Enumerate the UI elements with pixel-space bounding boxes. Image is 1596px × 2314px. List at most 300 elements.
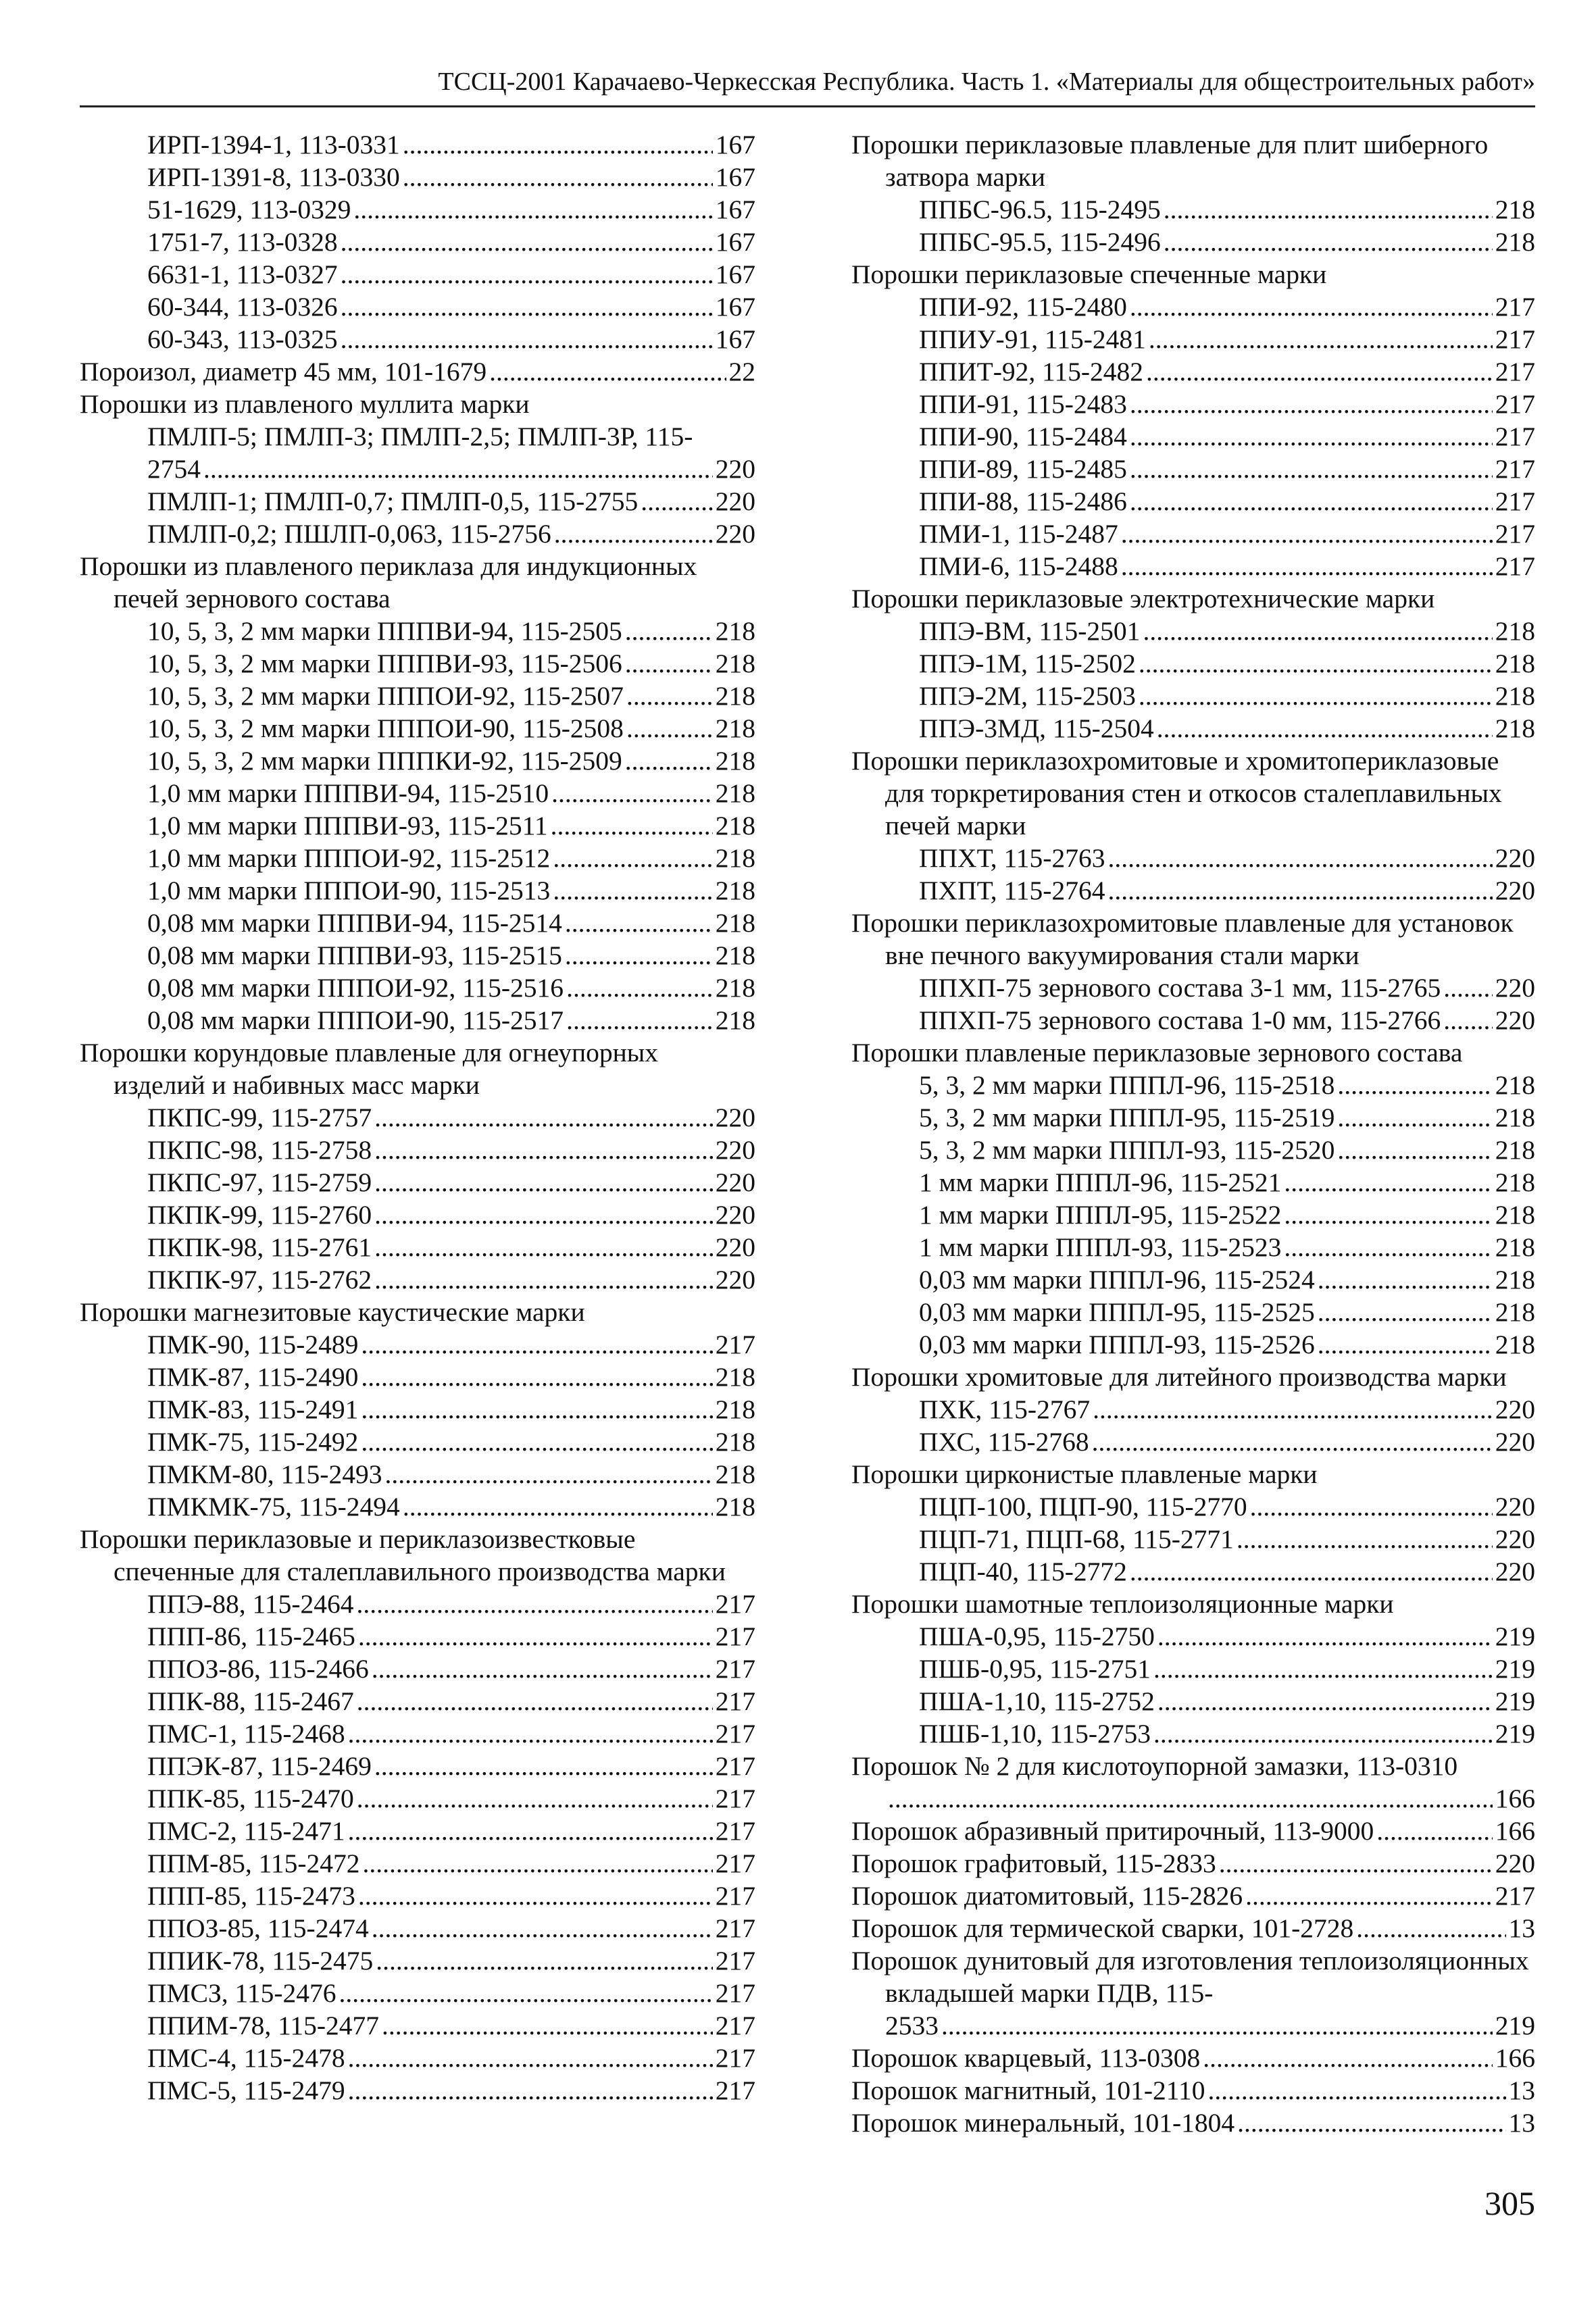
index-entry-text: ПМИ-6, 115-2488 <box>919 551 1118 581</box>
index-entry-text: ППБС-95.5, 115-2496 <box>919 227 1161 257</box>
dot-leader <box>1121 550 1493 582</box>
index-subentry <box>851 193 1535 226</box>
index-subentry <box>80 1101 755 1134</box>
index-page-ref: 217 <box>715 1654 755 1684</box>
index-page-ref: 220 <box>1495 1394 1535 1424</box>
index-heading <box>851 907 1535 972</box>
dot-leader <box>625 615 713 647</box>
index-entry-text: ППК-88, 115-2467 <box>147 1686 354 1716</box>
index-entry-text: 0,08 мм марки ПППВИ-93, 115-2515 <box>147 940 562 970</box>
index-page-ref: 167 <box>715 259 755 289</box>
index-subentry <box>851 355 1535 388</box>
index-entry-text: ППЭ-88, 115-2464 <box>147 1589 354 1619</box>
index-entry-text: ПМИ-1, 115-2487 <box>919 519 1118 549</box>
index-subentry <box>80 1847 755 1880</box>
index-heading-text: Порошки корундовые плавленые для огнеупорных изделий и набивных масс марки <box>80 1038 659 1100</box>
index-subentry <box>851 1620 1535 1653</box>
index-heading <box>851 1458 1535 1490</box>
dot-leader <box>1237 1523 1493 1555</box>
index-entry-text: ППХП-75 зернового состава 1-0 мм, 115-2766 <box>919 1005 1441 1035</box>
index-entry-text: Порошок абразивный притирочный, 113-9000 <box>851 1816 1374 1846</box>
index-entry-text: ПМЛП-1; ПМЛП-0,7; ПМЛП-0,5, 115-2755 <box>147 486 639 516</box>
dot-leader <box>1093 1393 1493 1426</box>
index-entry-text: ППБС-96.5, 115-2495 <box>919 195 1161 224</box>
index-subentry <box>851 1231 1535 1263</box>
index-subentry <box>851 1328 1535 1361</box>
index-entry-text: 5, 3, 2 мм марки ПППЛ-96, 115-2518 <box>919 1070 1335 1100</box>
dot-leader <box>626 680 713 712</box>
index-entry-text: 0,08 мм марки ПППОИ-90, 115-2517 <box>147 1005 564 1035</box>
page-number: 305 <box>1485 2184 1535 2222</box>
index-entry-text: ПЦП-100, ПЦП-90, 115-2770 <box>919 1492 1247 1521</box>
index-heading-text: Порошки периклазовые спеченные марки <box>851 259 1327 289</box>
index-page-ref: 218 <box>715 713 755 743</box>
index-heading <box>851 1588 1535 1620</box>
index-subentry <box>851 842 1535 874</box>
dot-leader <box>625 745 713 777</box>
dot-leader <box>357 1685 713 1717</box>
index-subentry <box>80 1199 755 1231</box>
index-subentry <box>851 1490 1535 1523</box>
index-page-ref: 217 <box>1495 357 1535 386</box>
index-subentry <box>851 1426 1535 1458</box>
index-heading <box>851 1361 1535 1393</box>
index-page-ref: 217 <box>715 1913 755 1943</box>
index-page-ref: 220 <box>715 1232 755 1262</box>
index-subentry <box>851 323 1535 355</box>
index-entry-text: Порошок магнитный, 101-2110 <box>851 2076 1205 2105</box>
index-subentry <box>80 712 755 745</box>
index-page-ref: 217 <box>715 1589 755 1619</box>
dot-leader <box>361 1393 712 1426</box>
index-subentry <box>80 2009 755 2042</box>
dot-leader <box>1219 1847 1493 1880</box>
index-entry-text: ПКПС-97, 115-2759 <box>147 1167 372 1197</box>
dot-leader <box>361 1361 712 1393</box>
index-entry-text: ППИК-78, 115-2475 <box>147 1946 374 1976</box>
index-page-ref: 167 <box>715 195 755 224</box>
dot-leader <box>641 485 713 518</box>
dot-leader <box>403 128 713 161</box>
index-subentry <box>80 1685 755 1717</box>
index-entry-text: ПМС-4, 115-2478 <box>147 2043 345 2073</box>
index-subentry <box>851 453 1535 485</box>
index-heading-text: Порошки из плавленого муллита марки <box>80 389 530 419</box>
index-page-ref: 218 <box>715 1492 755 1521</box>
index-page-ref: 217 <box>1495 519 1535 549</box>
index-subentry <box>80 485 755 518</box>
index-subentry <box>851 1782 1535 1815</box>
index-entry-text: ПМК-83, 115-2491 <box>147 1394 359 1424</box>
index-entry-text: 1,0 мм марки ПППВИ-93, 115-2511 <box>147 811 548 840</box>
index-entry-text: 0,08 мм марки ПППОИ-92, 115-2516 <box>147 973 564 1003</box>
dot-leader <box>1443 972 1493 1004</box>
index-page-ref: 217 <box>715 1848 755 1878</box>
dot-leader <box>403 161 713 193</box>
index-subentry <box>851 1523 1535 1555</box>
index-page-ref: 220 <box>1495 1848 1535 1878</box>
index-entry-text: 0,08 мм марки ПППВИ-94, 115-2514 <box>147 908 562 938</box>
index-page-ref: 167 <box>715 162 755 192</box>
index-entry-text: ИРП-1391-8, 113-0330 <box>147 162 400 192</box>
index-page-ref: 218 <box>715 1394 755 1424</box>
index-page-ref: 218 <box>715 811 755 840</box>
index-page-ref: 218 <box>715 973 755 1003</box>
index-entry-text: ИРП-1394-1, 113-0331 <box>147 130 400 159</box>
index-subentry <box>80 939 755 972</box>
dot-leader <box>1164 193 1493 226</box>
index-entry-text: ПМК-75, 115-2492 <box>147 1427 359 1457</box>
index-entry-text: 10, 5, 3, 2 мм марки ПППКИ-92, 115-2509 <box>147 746 622 776</box>
index-subentry <box>80 1490 755 1523</box>
dot-leader <box>1318 1328 1493 1361</box>
index-page-ref: 220 <box>715 1265 755 1294</box>
index-entry-text: 0,03 мм марки ПППЛ-93, 115-2526 <box>919 1330 1315 1359</box>
index-entry-text: ППК-85, 115-2470 <box>147 1784 354 1813</box>
index-entry-text: ПМС-2, 115-2471 <box>147 1816 345 1846</box>
index-page-ref: 220 <box>1495 1557 1535 1586</box>
index-page-ref: 217 <box>715 2076 755 2105</box>
index-heading-text: Порошки периклазохромитовые и хромитопериклазовые для торкретирования стен и откосов сталеплавильных печей марки <box>851 746 1502 840</box>
index-page-ref: 166 <box>1495 1816 1535 1846</box>
index-page-ref: 218 <box>1495 1297 1535 1327</box>
index-subentry <box>80 1912 755 1944</box>
dot-leader <box>1130 388 1493 420</box>
index-page-ref: 217 <box>715 1686 755 1716</box>
dot-leader <box>374 1101 713 1134</box>
index-page-ref: 219 <box>1495 1719 1535 1749</box>
index-page-ref: 217 <box>715 1946 755 1976</box>
running-header <box>80 65 1535 107</box>
index-page-ref: 217 <box>715 2011 755 2040</box>
dot-leader <box>374 1166 713 1199</box>
dot-leader <box>203 453 713 485</box>
dot-leader <box>1245 1880 1493 1912</box>
index-entry-text: ПМК-87, 115-2490 <box>147 1362 359 1392</box>
dot-leader <box>341 226 713 258</box>
index-entry-text: ППЭ-1М, 115-2502 <box>919 649 1136 678</box>
index-entry-text: ППЭ-3МД, 115-2504 <box>919 713 1154 743</box>
dot-leader <box>1376 1815 1492 1847</box>
index-subentry <box>80 1620 755 1653</box>
index-entry-text: 1,0 мм марки ПППОИ-92, 115-2512 <box>147 843 551 873</box>
index-page-ref: 218 <box>715 1362 755 1392</box>
index-entry-text: ППМ-85, 115-2472 <box>147 1848 360 1878</box>
index-page-ref: 218 <box>1495 616 1535 646</box>
index-page-ref: 218 <box>1495 1070 1535 1100</box>
index-page-ref: 218 <box>715 1005 755 1035</box>
index-subentry <box>80 1426 755 1458</box>
dot-leader <box>382 2009 713 2042</box>
index-page-ref: 217 <box>1495 1881 1535 1911</box>
index-heading <box>851 745 1535 842</box>
index-entry-text: ППИМ-78, 115-2477 <box>147 2011 380 2040</box>
index-entry-text: ПХПТ, 115-2764 <box>919 876 1105 905</box>
index-subentry <box>80 1782 755 1815</box>
index-page-ref: 22 <box>728 357 755 386</box>
index-page-ref: 220 <box>715 519 755 549</box>
index-subentry <box>80 1263 755 1296</box>
index-entry-text: 2533 <box>885 2011 939 2040</box>
dot-leader <box>1153 1717 1493 1750</box>
dot-leader <box>1337 1134 1492 1166</box>
dot-leader <box>1107 874 1492 907</box>
index-page-ref: 217 <box>715 1881 755 1911</box>
index-entry-text: 60-344, 113-0326 <box>147 292 338 322</box>
index-page-ref: 220 <box>1495 1427 1535 1457</box>
index-subentry <box>80 128 755 161</box>
index-subentry <box>80 291 755 323</box>
dot-leader <box>1337 1101 1492 1134</box>
index-subentry <box>851 550 1535 582</box>
index-heading-text: Порошок № 2 для кислотоупорной замазки, 113-0310 <box>851 1751 1458 1781</box>
index-subentry <box>80 1653 755 1685</box>
index-entry-text: 1 мм марки ПППЛ-96, 115-2521 <box>919 1167 1282 1197</box>
index-heading <box>851 128 1535 193</box>
index-entry <box>80 355 755 388</box>
index-subentry <box>851 1101 1535 1134</box>
index-entry-text: ПША-1,10, 115-2752 <box>919 1686 1155 1716</box>
dot-leader <box>1356 1912 1505 1944</box>
index-page-ref: 218 <box>1495 1200 1535 1230</box>
dot-leader <box>374 1750 713 1782</box>
dot-leader <box>348 1815 713 1847</box>
dot-leader <box>1153 1653 1493 1685</box>
dot-leader <box>1208 2074 1506 2107</box>
index-entry-text: 10, 5, 3, 2 мм марки ПППОИ-90, 115-2508 <box>147 713 624 743</box>
dot-leader <box>1139 680 1493 712</box>
dot-leader <box>1284 1199 1492 1231</box>
index-heading <box>80 550 755 615</box>
index-heading <box>851 1036 1535 1069</box>
dot-leader <box>1130 420 1493 453</box>
dot-leader <box>1284 1166 1492 1199</box>
index-subentry <box>851 615 1535 647</box>
index-page-ref: 166 <box>1495 1784 1535 1813</box>
dot-leader <box>566 972 713 1004</box>
index-column-right <box>851 128 1535 2139</box>
index-subentry <box>80 1944 755 1977</box>
index-entry-text: ПМК-90, 115-2489 <box>147 1330 359 1359</box>
index-subentry <box>80 1328 755 1361</box>
index-subentry <box>80 193 755 226</box>
index-page-ref: 218 <box>1495 1330 1535 1359</box>
dot-leader <box>626 712 713 745</box>
index-entry-text: ПМКМ-80, 115-2493 <box>147 1459 382 1489</box>
index-page-ref: 220 <box>715 454 755 484</box>
dot-leader <box>553 842 712 874</box>
index-subentry <box>851 1685 1535 1717</box>
index-page-ref: 218 <box>1495 1232 1535 1262</box>
dot-leader <box>1164 226 1493 258</box>
index-heading-text: Порошки магнезитовые каустические марки <box>80 1297 585 1327</box>
index-page-ref: 218 <box>1495 1103 1535 1132</box>
index-entry-text: ПМСЗ, 115-2476 <box>147 1978 336 2008</box>
index-entry <box>851 1847 1535 1880</box>
index-page-ref: 217 <box>1495 454 1535 484</box>
index-heading <box>80 1296 755 1328</box>
index-subentry <box>80 777 755 809</box>
index-subentry <box>851 1004 1535 1036</box>
dot-leader <box>341 258 713 291</box>
index-subentry <box>851 1263 1535 1296</box>
dot-leader <box>1284 1231 1492 1263</box>
index-entry-text: ППП-85, 115-2473 <box>147 1881 355 1911</box>
dot-leader <box>551 777 713 809</box>
index-subentry <box>80 680 755 712</box>
index-subentry <box>80 972 755 1004</box>
index-subentry <box>851 1166 1535 1199</box>
index-page-ref: 220 <box>1495 1005 1535 1035</box>
index-subentry <box>851 874 1535 907</box>
index-entry-text: Порошок диатомитовый, 115-2826 <box>851 1881 1243 1911</box>
index-subentry <box>851 1199 1535 1231</box>
index-entry-text: Порошок кварцевый, 113-0308 <box>851 2043 1201 2073</box>
index-entry-text: ППИ-90, 115-2484 <box>919 422 1127 451</box>
index-page-ref: 217 <box>1495 324 1535 354</box>
index-heading <box>80 1523 755 1588</box>
index-subentry <box>80 745 755 777</box>
index-entry-text: ПШБ-0,95, 115-2751 <box>919 1654 1151 1684</box>
index-entry <box>851 1912 1535 1944</box>
index-entry <box>851 2042 1535 2074</box>
index-heading-text: Порошки периклазовые и периклазоизвестковые спеченные для сталеплавильного производства марки <box>80 1524 726 1586</box>
index-subentry-line <box>80 420 755 453</box>
dot-leader <box>341 323 713 355</box>
index-entry-text: ППИУ-91, 115-2481 <box>919 324 1146 354</box>
index-subentry <box>80 1815 755 1847</box>
index-entry-text: ПЦП-40, 115-2772 <box>919 1557 1127 1586</box>
index-page-ref: 217 <box>1495 292 1535 322</box>
dot-leader <box>358 1880 713 1912</box>
dot-leader <box>551 809 713 842</box>
index-entry-text: ПКПС-99, 115-2757 <box>147 1103 372 1132</box>
index-heading <box>851 258 1535 291</box>
index-entry-text: ПМС-1, 115-2468 <box>147 1719 345 1749</box>
index-entry-text: 10, 5, 3, 2 мм марки ПППВИ-94, 115-2505 <box>147 616 622 646</box>
index-subentry <box>851 1296 1535 1328</box>
index-subentry <box>80 1166 755 1199</box>
index-page-ref: 219 <box>1495 1654 1535 1684</box>
index-page-ref: 219 <box>1495 2011 1535 2040</box>
index-entry-text: ППЭК-87, 115-2469 <box>147 1751 372 1781</box>
index-page-ref: 218 <box>715 843 755 873</box>
dot-leader <box>374 1199 713 1231</box>
index-subentry <box>80 615 755 647</box>
index-subentry <box>80 2074 755 2107</box>
index-entry-text: 6631-1, 113-0327 <box>147 259 338 289</box>
index-subentry <box>80 1361 755 1393</box>
dot-leader <box>1146 355 1493 388</box>
dot-leader <box>1121 518 1493 550</box>
dot-leader <box>339 1977 712 2009</box>
index-entry-text: ППИТ-92, 115-2482 <box>919 357 1144 386</box>
index-heading-text: Порошки периклазовые электротехнические марки <box>851 584 1435 613</box>
dot-leader <box>1318 1296 1493 1328</box>
index-subentry <box>80 907 755 939</box>
index-heading-text: Порошки хромитовые для литейного производства марки <box>851 1362 1507 1392</box>
index-subentry <box>80 1458 755 1490</box>
dot-leader <box>941 2009 1493 2042</box>
dot-leader <box>554 518 713 550</box>
dot-leader <box>361 1426 712 1458</box>
index-subentry <box>80 161 755 193</box>
index-subentry <box>80 258 755 291</box>
index-subentry <box>80 874 755 907</box>
index-page-ref: 218 <box>715 940 755 970</box>
index-page-ref: 217 <box>715 1719 755 1749</box>
index-entry-text: ПЦП-71, ПЦП-68, 115-2771 <box>919 1524 1234 1554</box>
index-heading <box>851 1750 1535 1782</box>
index-entry-text: ПМС-5, 115-2479 <box>147 2076 345 2105</box>
dot-leader <box>361 1328 712 1361</box>
index-entry-text: 5, 3, 2 мм марки ПППЛ-95, 115-2519 <box>919 1103 1335 1132</box>
index-entry <box>851 1880 1535 1912</box>
index-page-ref: 217 <box>715 2043 755 2073</box>
dot-leader <box>1130 291 1493 323</box>
dot-leader <box>565 907 713 939</box>
index-heading <box>851 1944 1535 2009</box>
index-entry-text: ППХП-75 зернового состава 3-1 мм, 115-2765 <box>919 973 1441 1003</box>
index-page-ref: 13 <box>1508 2108 1535 2138</box>
index-entry-text: ППИ-91, 115-2483 <box>919 389 1127 419</box>
index-entry-text: ППЭ-ВМ, 115-2501 <box>919 616 1141 646</box>
index-subentry <box>80 1977 755 2009</box>
index-subentry <box>80 1880 755 1912</box>
index-page-ref: 218 <box>715 908 755 938</box>
dot-leader <box>888 1782 1493 1815</box>
index-subentry <box>80 1588 755 1620</box>
index-subentry <box>80 453 755 485</box>
index-subentry <box>851 518 1535 550</box>
dot-leader <box>1157 1620 1493 1653</box>
index-entry-text: 1751-7, 113-0328 <box>147 227 338 257</box>
header-title: ТССЦ-2001 Карачаево-Черкесская Республика. Часть 1. «Материалы для общестроительных работ» <box>438 68 1535 96</box>
index-entry-text: ПШБ-1,10, 115-2753 <box>919 1719 1151 1749</box>
index-subentry <box>851 647 1535 680</box>
index-subentry <box>80 323 755 355</box>
index-subentry <box>80 1134 755 1166</box>
index-entry-text: Порошок графитовый, 115-2833 <box>851 1848 1216 1878</box>
index-entry-text: 2754 <box>147 454 201 484</box>
dot-leader <box>1149 323 1493 355</box>
index-heading-text: Порошки цирконистые плавленые марки <box>851 1459 1318 1489</box>
index-subentry <box>80 842 755 874</box>
index-page-ref: 219 <box>1495 1621 1535 1651</box>
dot-leader <box>1237 2107 1505 2139</box>
index-page-ref: 218 <box>715 778 755 808</box>
index-page-ref: 220 <box>715 486 755 516</box>
index-heading-text: Порошки шамотные теплоизоляционные марки <box>851 1589 1394 1619</box>
index-subentry <box>80 2042 755 2074</box>
dot-leader <box>374 1263 713 1296</box>
index-heading <box>80 1036 755 1101</box>
index-heading-text: Порошки плавленые периклазовые зернового состава <box>851 1038 1463 1067</box>
index-entry-text: 10, 5, 3, 2 мм марки ПППОИ-92, 115-2507 <box>147 681 624 711</box>
index-page-ref: 217 <box>1495 551 1535 581</box>
dot-leader <box>1157 1685 1493 1717</box>
index-page-ref: 218 <box>1495 1265 1535 1294</box>
index-page-ref: 219 <box>1495 1686 1535 1716</box>
index-subentry <box>851 388 1535 420</box>
dot-leader <box>1157 712 1493 745</box>
index-subentry <box>851 1069 1535 1101</box>
index-page-ref: 218 <box>1495 1135 1535 1165</box>
index-subentry <box>851 1653 1535 1685</box>
dot-leader <box>372 1653 713 1685</box>
index-subentry <box>851 226 1535 258</box>
index-heading <box>851 582 1535 615</box>
